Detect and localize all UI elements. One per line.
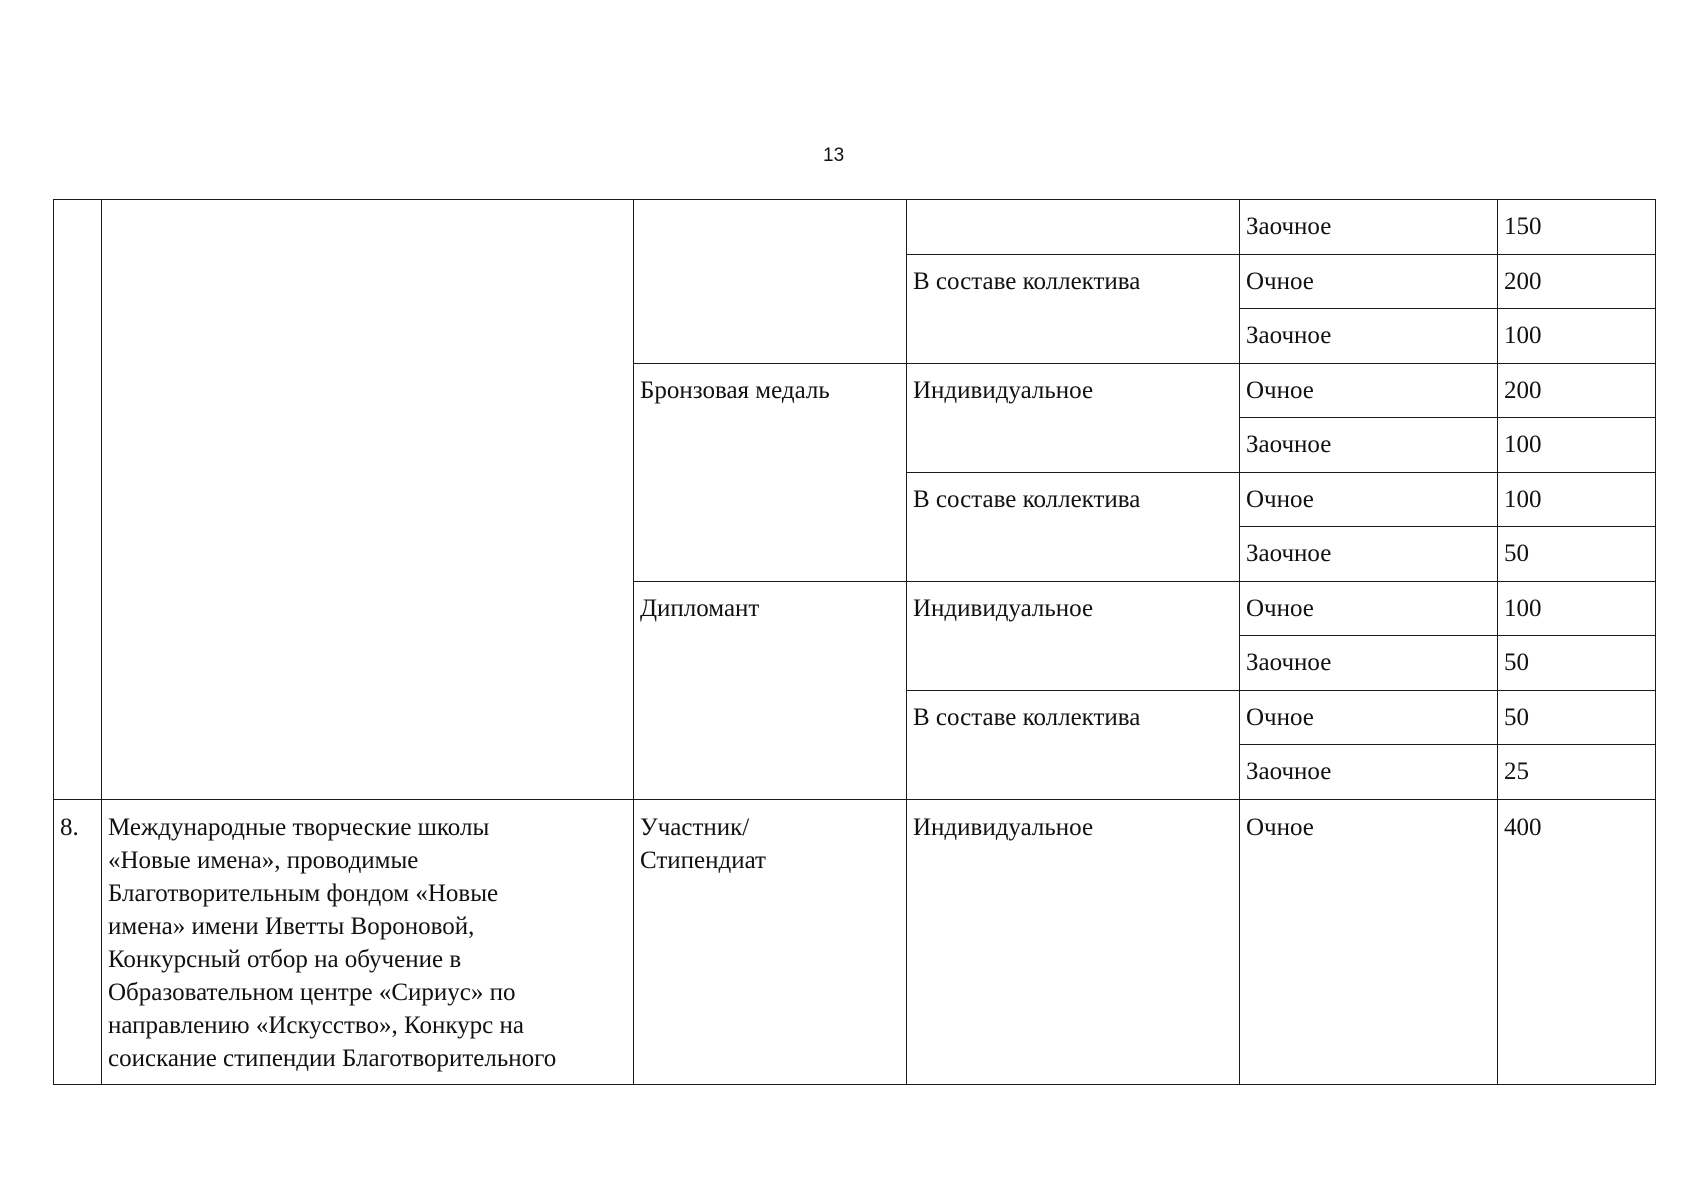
format-cell: Заочное (1240, 309, 1498, 364)
description-cell (102, 799, 634, 1084)
table-row (54, 200, 1656, 255)
number-cell-empty (54, 200, 102, 800)
format-cell: Заочное (1240, 418, 1498, 473)
format-cell: Очное (1240, 472, 1498, 527)
format-cell: Очное (1240, 581, 1498, 636)
description-line: Конкурсный отбор на обучение в (108, 945, 462, 973)
points-cell: 50 (1498, 527, 1656, 582)
format-cell: Очное (1240, 254, 1498, 309)
format-cell: Заочное (1240, 636, 1498, 691)
description-line: соискание стипендии Благотворительного (108, 1044, 557, 1072)
description-line: Благотворительным фондом «Новые (108, 879, 499, 907)
description-line: имена» имени Иветты Вороновой, (108, 912, 475, 940)
awards-table (53, 199, 1656, 1085)
description-line: направлению «Искусство», Конкурс на (108, 1011, 524, 1039)
description-line: Международные творческие школы (108, 813, 490, 841)
award-cell: Бронзовая медаль (634, 363, 907, 581)
points-cell: 100 (1498, 581, 1656, 636)
points-cell: 25 (1498, 745, 1656, 800)
row-number-cell: 8. (54, 799, 102, 1084)
points-cell: 100 (1498, 418, 1656, 473)
description-line: Образовательном центре «Сириус» по (108, 978, 516, 1006)
participation-cell: Индивидуальное (907, 363, 1240, 472)
points-cell: 50 (1498, 690, 1656, 745)
award-cell-empty (634, 200, 907, 364)
points-cell: 150 (1498, 200, 1656, 255)
format-cell: Заочное (1240, 527, 1498, 582)
award-cell: Дипломант (634, 581, 907, 799)
table-row-8 (54, 799, 1656, 1084)
award-line: Стипендиат (640, 846, 766, 874)
points-cell: 200 (1498, 254, 1656, 309)
format-cell: Очное (1240, 363, 1498, 418)
award-line: Участник/ (640, 813, 750, 841)
award-cell (634, 799, 907, 1084)
points-cell: 200 (1498, 363, 1656, 418)
participation-cell: Индивидуальное (907, 799, 1240, 1084)
participation-cell: В составе коллектива (907, 254, 1240, 363)
points-cell: 100 (1498, 472, 1656, 527)
page-number-text: 13 (823, 145, 845, 166)
format-cell: Заочное (1240, 200, 1498, 255)
description-line: «Новые имена», проводимые (108, 846, 419, 874)
participation-cell: Индивидуальное (907, 581, 1240, 690)
points-cell: 400 (1498, 799, 1656, 1084)
participation-cell: В составе коллектива (907, 690, 1240, 799)
format-cell: Очное (1240, 690, 1498, 745)
points-cell: 50 (1498, 636, 1656, 691)
points-cell: 100 (1498, 309, 1656, 364)
description-cell-empty (102, 200, 634, 800)
format-cell: Очное (1240, 799, 1498, 1084)
participation-cell: В составе коллектива (907, 472, 1240, 581)
format-cell: Заочное (1240, 745, 1498, 800)
participation-cell-empty (907, 200, 1240, 255)
